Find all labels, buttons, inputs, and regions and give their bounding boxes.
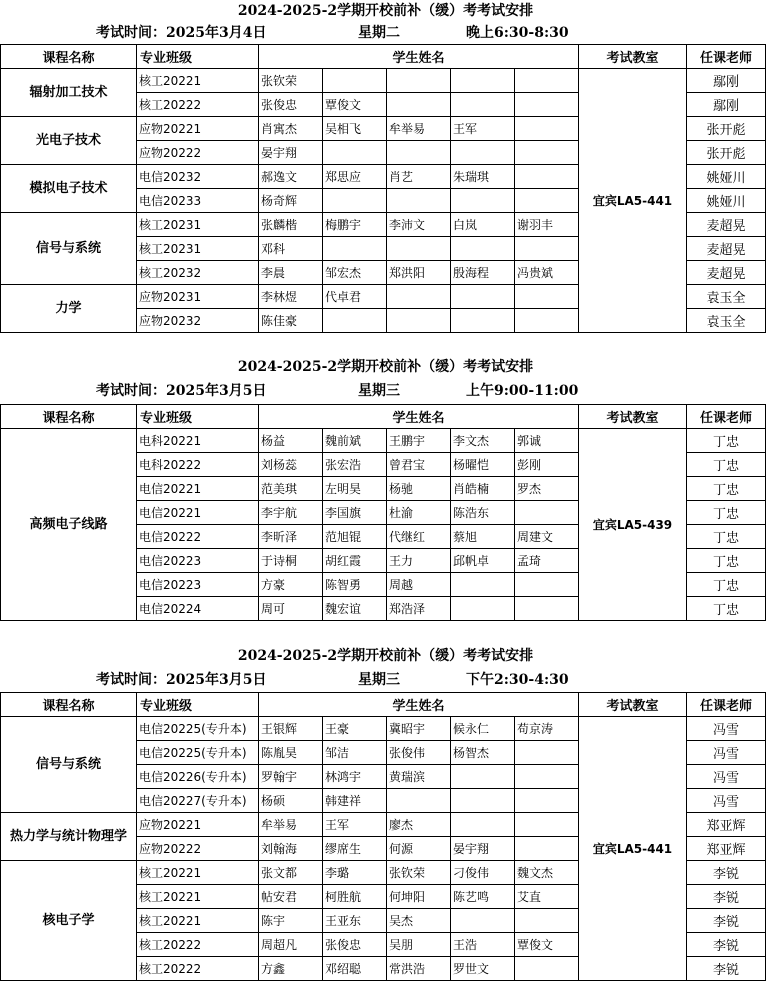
teacher-name[interactable]: 冯雪 <box>687 765 766 789</box>
teacher-name[interactable]: 麦超晃 <box>687 213 766 237</box>
class-cell[interactable]: 电信20223 <box>137 549 259 573</box>
header-teacher: 任课老师 <box>687 405 766 429</box>
student-name[interactable]: 廖杰 <box>387 813 451 837</box>
student-name[interactable]: 肖艺 <box>387 165 451 189</box>
student-name[interactable]: 张钦荣 <box>259 69 323 93</box>
course-name[interactable]: 高频电子线路 <box>1 429 137 621</box>
course-name[interactable]: 热力学与统计物理学 <box>1 813 137 861</box>
table-row <box>1 717 766 741</box>
student-name[interactable]: 晏宇翔 <box>259 141 323 165</box>
header-course: 课程名称 <box>1 45 137 69</box>
header-course: 课程名称 <box>1 693 137 717</box>
student-name[interactable]: 代卓君 <box>323 285 387 309</box>
class-cell[interactable]: 电信20221 <box>137 501 259 525</box>
student-name[interactable]: 候永仁 <box>451 717 515 741</box>
header-room: 考试教室 <box>579 45 687 69</box>
student-name[interactable] <box>387 237 451 261</box>
student-name[interactable] <box>515 741 579 765</box>
student-name[interactable] <box>387 189 451 213</box>
student-name[interactable]: 范美琪 <box>259 477 323 501</box>
course-name[interactable]: 光电子技术 <box>1 117 137 165</box>
student-name[interactable]: 覃俊文 <box>515 933 579 957</box>
teacher-name[interactable]: 丁忠 <box>687 573 766 597</box>
student-name[interactable] <box>515 237 579 261</box>
student-name[interactable] <box>323 309 387 333</box>
class-cell[interactable]: 应物20231 <box>137 285 259 309</box>
student-name[interactable] <box>515 573 579 597</box>
student-name[interactable]: 李沛文 <box>387 213 451 237</box>
class-cell[interactable]: 电信20224 <box>137 597 259 621</box>
student-name[interactable]: 肖皓楠 <box>451 477 515 501</box>
header-students: 学生姓名 <box>259 45 579 69</box>
student-name[interactable]: 苟京涛 <box>515 717 579 741</box>
student-name[interactable]: 陈智勇 <box>323 573 387 597</box>
student-name[interactable] <box>451 285 515 309</box>
student-name[interactable] <box>515 765 579 789</box>
class-cell[interactable]: 应物20222 <box>137 837 259 861</box>
student-name[interactable]: 刁俊伟 <box>451 861 515 885</box>
header-row <box>1 45 766 69</box>
sheet-title: 2024-2025-2学期开校前补（缓）考考试安排 <box>237 3 534 19</box>
student-name[interactable] <box>515 93 579 117</box>
student-name[interactable]: 方豪 <box>259 573 323 597</box>
student-name[interactable] <box>451 237 515 261</box>
student-name[interactable] <box>451 69 515 93</box>
teacher-name[interactable]: 李锐 <box>687 933 766 957</box>
student-name[interactable]: 代继红 <box>387 525 451 549</box>
student-name[interactable] <box>323 189 387 213</box>
exam-time: 上午9:00-11:00 <box>466 383 579 399</box>
course-name[interactable]: 信号与系统 <box>1 213 137 285</box>
header-students: 学生姓名 <box>259 405 579 429</box>
student-name[interactable]: 吴朋 <box>387 933 451 957</box>
student-name[interactable]: 缪席生 <box>323 837 387 861</box>
teacher-name[interactable]: 麦超晃 <box>687 237 766 261</box>
exam-date: 考试时间：2025年3月5日 <box>96 383 267 399</box>
student-name[interactable]: 方鑫 <box>259 957 323 981</box>
exam-room[interactable]: 宜宾LA5-441 <box>579 69 687 333</box>
header-class: 专业班级 <box>137 693 259 717</box>
student-name[interactable]: 杨智杰 <box>451 741 515 765</box>
class-cell[interactable]: 电信20225(专升本) <box>137 717 259 741</box>
class-cell[interactable]: 核工20222 <box>137 93 259 117</box>
student-name[interactable] <box>515 813 579 837</box>
student-name[interactable]: 左明昊 <box>323 477 387 501</box>
student-name[interactable]: 周可 <box>259 597 323 621</box>
student-name[interactable]: 王鹏宇 <box>387 429 451 453</box>
student-name[interactable]: 李国旗 <box>323 501 387 525</box>
student-name[interactable]: 胡红霞 <box>323 549 387 573</box>
teacher-name[interactable]: 冯雪 <box>687 717 766 741</box>
exam-weekday: 星期三 <box>358 672 400 688</box>
student-name[interactable]: 牟举易 <box>387 117 451 141</box>
class-cell[interactable]: 应物20221 <box>137 117 259 141</box>
teacher-name[interactable]: 丁忠 <box>687 525 766 549</box>
student-name[interactable] <box>387 141 451 165</box>
student-name[interactable]: 张俊忠 <box>259 93 323 117</box>
student-name[interactable]: 彭刚 <box>515 453 579 477</box>
student-name[interactable]: 曾君宝 <box>387 453 451 477</box>
student-name[interactable]: 吴杰 <box>387 909 451 933</box>
student-name[interactable] <box>515 957 579 981</box>
student-name[interactable]: 周超凡 <box>259 933 323 957</box>
student-name[interactable]: 蔡旭 <box>451 525 515 549</box>
student-name[interactable]: 刘翰海 <box>259 837 323 861</box>
student-name[interactable]: 张钦荣 <box>387 861 451 885</box>
student-name[interactable]: 梅鹏宇 <box>323 213 387 237</box>
teacher-name[interactable]: 李锐 <box>687 885 766 909</box>
class-cell[interactable]: 核工20232 <box>137 261 259 285</box>
class-cell[interactable]: 核工20221 <box>137 69 259 93</box>
header-teacher: 任课老师 <box>687 45 766 69</box>
student-name[interactable]: 杨益 <box>259 429 323 453</box>
student-name[interactable] <box>323 141 387 165</box>
student-name[interactable]: 王亚东 <box>323 909 387 933</box>
student-name[interactable]: 韩建祥 <box>323 789 387 813</box>
student-name[interactable]: 罗杰 <box>515 477 579 501</box>
student-name[interactable]: 王浩 <box>451 933 515 957</box>
teacher-name[interactable]: 郑亚辉 <box>687 813 766 837</box>
student-name[interactable]: 邱帆卓 <box>451 549 515 573</box>
student-name[interactable]: 王军 <box>323 813 387 837</box>
class-cell[interactable]: 电信20227(专升本) <box>137 789 259 813</box>
student-name[interactable]: 魏文杰 <box>515 861 579 885</box>
header-room: 考试教室 <box>579 693 687 717</box>
class-cell[interactable]: 电信20226(专升本) <box>137 765 259 789</box>
teacher-name[interactable]: 李锐 <box>687 957 766 981</box>
student-name[interactable]: 王银辉 <box>259 717 323 741</box>
teacher-name[interactable]: 姚娅川 <box>687 165 766 189</box>
teacher-name[interactable]: 丁忠 <box>687 501 766 525</box>
student-name[interactable]: 白岚 <box>451 213 515 237</box>
table-row <box>1 429 766 453</box>
student-name[interactable] <box>451 309 515 333</box>
student-name[interactable]: 周建文 <box>515 525 579 549</box>
student-name[interactable]: 吴相飞 <box>323 117 387 141</box>
teacher-name[interactable]: 张开彪 <box>687 141 766 165</box>
student-name[interactable] <box>451 789 515 813</box>
teacher-name[interactable]: 冯雪 <box>687 741 766 765</box>
student-name[interactable]: 邹宏杰 <box>323 261 387 285</box>
class-cell[interactable]: 核工20221 <box>137 909 259 933</box>
teacher-name[interactable]: 袁玉全 <box>687 285 766 309</box>
student-name[interactable]: 罗翰宇 <box>259 765 323 789</box>
table-row <box>1 69 766 93</box>
student-name[interactable]: 帖安君 <box>259 885 323 909</box>
student-name[interactable]: 李林煜 <box>259 285 323 309</box>
student-name[interactable] <box>515 597 579 621</box>
student-name[interactable]: 朱瑞琪 <box>451 165 515 189</box>
student-name[interactable]: 常洪浩 <box>387 957 451 981</box>
student-name[interactable] <box>387 93 451 117</box>
class-cell[interactable]: 核工20222 <box>137 957 259 981</box>
header-class: 专业班级 <box>137 405 259 429</box>
sheet-title: 2024-2025-2学期开校前补（缓）考考试安排 <box>237 359 534 375</box>
student-name[interactable] <box>515 189 579 213</box>
student-name[interactable]: 郝逸文 <box>259 165 323 189</box>
student-name[interactable]: 肖寓杰 <box>259 117 323 141</box>
student-name[interactable]: 郑洪阳 <box>387 261 451 285</box>
student-name[interactable]: 邹洁 <box>323 741 387 765</box>
course-name[interactable]: 力学 <box>1 285 137 333</box>
student-name[interactable] <box>451 189 515 213</box>
class-cell[interactable]: 核工20221 <box>137 861 259 885</box>
class-cell[interactable]: 应物20232 <box>137 309 259 333</box>
exam-table <box>0 44 766 333</box>
student-name[interactable]: 何坤阳 <box>387 885 451 909</box>
student-name[interactable]: 冯贵斌 <box>515 261 579 285</box>
class-cell[interactable]: 电信20222 <box>137 525 259 549</box>
class-cell[interactable]: 电信20223 <box>137 573 259 597</box>
teacher-name[interactable]: 郑亚辉 <box>687 837 766 861</box>
student-name[interactable]: 陈宇 <box>259 909 323 933</box>
teacher-name[interactable]: 丁忠 <box>687 597 766 621</box>
student-name[interactable]: 王军 <box>451 117 515 141</box>
teacher-name[interactable]: 姚娅川 <box>687 189 766 213</box>
header-room: 考试教室 <box>579 405 687 429</box>
student-name[interactable]: 罗世文 <box>451 957 515 981</box>
exam-time: 下午2:30-4:30 <box>466 672 569 688</box>
student-name[interactable]: 殷海程 <box>451 261 515 285</box>
student-name[interactable]: 王豪 <box>323 717 387 741</box>
course-name[interactable]: 辐射加工技术 <box>1 69 137 117</box>
exam-weekday: 星期二 <box>358 25 400 41</box>
exam-time: 晚上6:30-8:30 <box>466 25 569 41</box>
student-name[interactable] <box>515 789 579 813</box>
student-name[interactable]: 李昕泽 <box>259 525 323 549</box>
student-name[interactable] <box>515 117 579 141</box>
teacher-name[interactable]: 丁忠 <box>687 429 766 453</box>
teacher-name[interactable]: 丁忠 <box>687 549 766 573</box>
student-name[interactable]: 林鸿宇 <box>323 765 387 789</box>
exam-table <box>0 692 766 981</box>
student-name[interactable]: 何源 <box>387 837 451 861</box>
header-row <box>1 405 766 429</box>
student-name[interactable]: 邓科 <box>259 237 323 261</box>
student-name[interactable]: 杨曜恺 <box>451 453 515 477</box>
student-name[interactable]: 陈艺鸣 <box>451 885 515 909</box>
class-cell[interactable]: 电信20221 <box>137 477 259 501</box>
class-cell[interactable]: 电信20225(专升本) <box>137 741 259 765</box>
student-name[interactable] <box>515 501 579 525</box>
student-name[interactable]: 冀昭宇 <box>387 717 451 741</box>
student-name[interactable]: 郑思应 <box>323 165 387 189</box>
teacher-name[interactable]: 丁忠 <box>687 453 766 477</box>
student-name[interactable]: 柯胜航 <box>323 885 387 909</box>
teacher-name[interactable]: 张开彪 <box>687 117 766 141</box>
header-course: 课程名称 <box>1 405 137 429</box>
course-name[interactable]: 核电子学 <box>1 861 137 981</box>
header-class: 专业班级 <box>137 45 259 69</box>
class-cell[interactable]: 核工20222 <box>137 933 259 957</box>
class-cell[interactable]: 核工20231 <box>137 213 259 237</box>
student-name[interactable]: 张俊忠 <box>323 933 387 957</box>
teacher-name[interactable]: 李锐 <box>687 909 766 933</box>
class-cell[interactable]: 应物20221 <box>137 813 259 837</box>
course-name[interactable]: 信号与系统 <box>1 717 137 813</box>
student-name[interactable]: 黄瑞滨 <box>387 765 451 789</box>
student-name[interactable]: 刘杨蕊 <box>259 453 323 477</box>
student-name[interactable] <box>515 165 579 189</box>
student-name[interactable]: 陈胤昊 <box>259 741 323 765</box>
student-name[interactable]: 陈佳豪 <box>259 309 323 333</box>
exam-date: 考试时间：2025年3月5日 <box>96 672 267 688</box>
student-name[interactable] <box>451 765 515 789</box>
student-name[interactable] <box>387 69 451 93</box>
class-cell[interactable]: 电科20221 <box>137 429 259 453</box>
student-name[interactable]: 孟琦 <box>515 549 579 573</box>
teacher-name[interactable]: 丁忠 <box>687 477 766 501</box>
student-name[interactable] <box>323 237 387 261</box>
exam-table <box>0 404 766 621</box>
student-name[interactable]: 范旭锟 <box>323 525 387 549</box>
student-name[interactable]: 杨驰 <box>387 477 451 501</box>
teacher-name[interactable]: 鄢刚 <box>687 93 766 117</box>
student-name[interactable] <box>515 285 579 309</box>
class-cell[interactable]: 电科20222 <box>137 453 259 477</box>
student-name[interactable]: 张俊伟 <box>387 741 451 765</box>
student-name[interactable] <box>451 909 515 933</box>
student-name[interactable]: 覃俊文 <box>323 93 387 117</box>
class-cell[interactable]: 电信20232 <box>137 165 259 189</box>
teacher-name[interactable]: 鄢刚 <box>687 69 766 93</box>
student-name[interactable]: 李宇航 <box>259 501 323 525</box>
student-name[interactable]: 魏前斌 <box>323 429 387 453</box>
student-name[interactable]: 张宏浩 <box>323 453 387 477</box>
student-name[interactable] <box>451 573 515 597</box>
student-name[interactable] <box>515 909 579 933</box>
course-name[interactable]: 模拟电子技术 <box>1 165 137 213</box>
student-name[interactable]: 陈浩东 <box>451 501 515 525</box>
class-cell[interactable]: 应物20222 <box>137 141 259 165</box>
teacher-name[interactable]: 李锐 <box>687 861 766 885</box>
student-name[interactable] <box>387 309 451 333</box>
student-name[interactable]: 牟举易 <box>259 813 323 837</box>
student-name[interactable]: 李璐 <box>323 861 387 885</box>
teacher-name[interactable]: 麦超晃 <box>687 261 766 285</box>
exam-weekday: 星期三 <box>358 383 400 399</box>
student-name[interactable]: 艾直 <box>515 885 579 909</box>
student-name[interactable] <box>515 69 579 93</box>
class-cell[interactable]: 电信20233 <box>137 189 259 213</box>
student-name[interactable]: 谢羽丰 <box>515 213 579 237</box>
student-name[interactable]: 杨硕 <box>259 789 323 813</box>
teacher-name[interactable]: 袁玉全 <box>687 309 766 333</box>
student-name[interactable] <box>515 309 579 333</box>
exam-room[interactable]: 宜宾LA5-439 <box>579 429 687 621</box>
header-row <box>1 693 766 717</box>
student-name[interactable] <box>451 141 515 165</box>
exam-room[interactable]: 宜宾LA5-441 <box>579 717 687 981</box>
student-name[interactable]: 王力 <box>387 549 451 573</box>
student-name[interactable] <box>451 813 515 837</box>
student-name[interactable] <box>451 93 515 117</box>
student-name[interactable] <box>515 837 579 861</box>
student-name[interactable]: 杜渝 <box>387 501 451 525</box>
student-name[interactable] <box>387 285 451 309</box>
student-name[interactable]: 晏宇翔 <box>451 837 515 861</box>
student-name[interactable] <box>451 597 515 621</box>
class-cell[interactable]: 核工20231 <box>137 237 259 261</box>
student-name[interactable]: 于诗桐 <box>259 549 323 573</box>
exam-date: 考试时间：2025年3月4日 <box>96 25 267 41</box>
student-name[interactable]: 郑浩泽 <box>387 597 451 621</box>
student-name[interactable] <box>515 141 579 165</box>
student-name[interactable]: 张麟楷 <box>259 213 323 237</box>
student-name[interactable]: 李文杰 <box>451 429 515 453</box>
header-students: 学生姓名 <box>259 693 579 717</box>
sheet-title: 2024-2025-2学期开校前补（缓）考考试安排 <box>237 648 534 664</box>
student-name[interactable]: 周越 <box>387 573 451 597</box>
student-name[interactable]: 张文都 <box>259 861 323 885</box>
student-name[interactable]: 杨奇辉 <box>259 189 323 213</box>
header-teacher: 任课老师 <box>687 693 766 717</box>
student-name[interactable]: 魏宏谊 <box>323 597 387 621</box>
student-name[interactable]: 郭诚 <box>515 429 579 453</box>
student-name[interactable]: 邓绍聪 <box>323 957 387 981</box>
class-cell[interactable]: 核工20221 <box>137 885 259 909</box>
student-name[interactable] <box>387 789 451 813</box>
student-name[interactable]: 李晨 <box>259 261 323 285</box>
student-name[interactable] <box>323 69 387 93</box>
teacher-name[interactable]: 冯雪 <box>687 789 766 813</box>
